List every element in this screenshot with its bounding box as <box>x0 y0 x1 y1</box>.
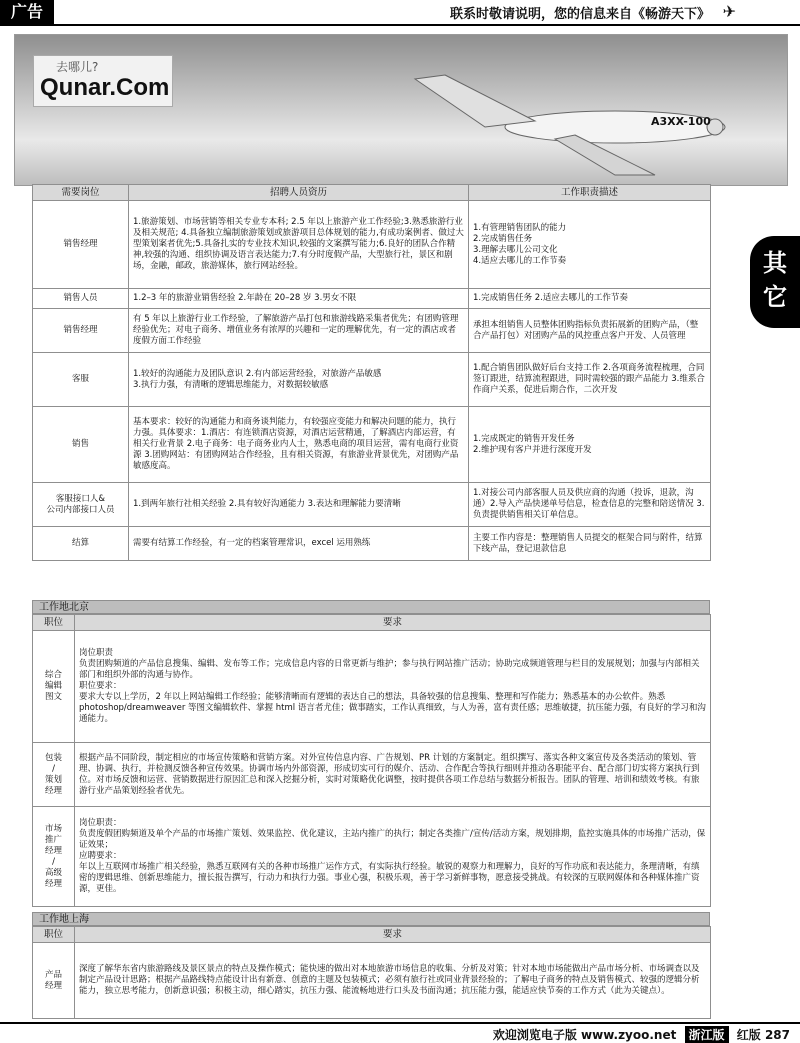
post-cell: 销售人员 <box>33 289 129 309</box>
req-cell: 基本要求：较好的沟通能力和商务谈判能力，有较强应变能力和解决问题的能力，执行力强。具体要求：1.酒店：有连锁酒店资源，对酒店运营精通，了解酒店内部运营，有相关行业背景 2.电子商务：电子商务业内人士，熟悉电商的项目运营，需有电商行业资源 3.团购网站：有团购网站合作经验，且有相关资源，有旅游业背景优先，对团购产品敏感度高。 <box>129 407 469 483</box>
footer-welcome-link[interactable]: 欢迎浏览电子版 www.zyoo.net <box>492 1028 677 1042</box>
header-requirements: 要求 <box>75 927 711 943</box>
duty-cell: 1.对接公司内部客服人员及供应商的沟通（投诉，退款，沟通）2.导入产品快递单号信息，检查信息的完整和陪送情况 3.负责提供销售相关订单信息。 <box>469 483 711 527</box>
duty-cell: 主要工作内容是：整理销售人员提交的框架合同与附件，结算下线产品，登记退款信息 <box>469 527 711 561</box>
page-number: 287 <box>764 1028 790 1042</box>
duty-cell: 1.配合销售团队做好后台支持工作 2.各项商务流程梳理，合同签订跟进，结算流程跟进，同时需较强的跟产品能力 3.维系合作商户关系，促进后期合作，二次开发 <box>469 353 711 407</box>
table-row <box>33 407 711 483</box>
table-row <box>33 289 711 309</box>
hero-banner <box>14 34 788 186</box>
duty-cell: 1.完成销售任务 2.适应去哪儿的工作节奏 <box>469 289 711 309</box>
beijing-table <box>32 614 711 907</box>
post-cell: 包装 / 策划 经理 <box>33 743 75 807</box>
travel-logo-icon: ✈ <box>722 2 736 21</box>
req-cell: 1.旅游策划、市场营销等相关专业专本科; 2.5 年以上旅游产业工作经验;3.熟悉旅游行业及相关规范; 4.具备独立编制旅游策划或旅游项目总体规划的能力,有成功案例者、做过大型策划案者优先;5.具备扎实的专业技术知识,较强的文案撰写能力;6.良好的团队合作精神,较强的沟通、组织协调及语言表达能力;7.有分时度假产品，大型旅行社，景区和剧场，金融，邮政，旅游媒体，旅行网站经验。 <box>129 201 469 289</box>
post-cell: 客服接口人& 公司内部接口人员 <box>33 483 129 527</box>
table-row <box>33 631 711 743</box>
post-cell: 销售经理 <box>33 309 129 353</box>
table-row <box>33 527 711 561</box>
header-post: 职位 <box>33 615 75 631</box>
post-cell: 综合 编辑 图文 <box>33 631 75 743</box>
header-post: 需要岗位 <box>33 185 129 201</box>
plane-model-label: A3XX-100 <box>651 115 711 128</box>
req-cell: 需要有结算工作经验，有一定的档案管理常识，excel 运用熟练 <box>129 527 469 561</box>
table-row <box>33 353 711 407</box>
req-cell: 1.较好的沟通能力及团队意识 2.有内部运营经验，对旅游产品敏感 3.执行力强，有清晰的逻辑思维能力，对数据较敏感 <box>129 353 469 407</box>
category-tab: 其 它 <box>750 236 800 328</box>
post-cell: 产品 经理 <box>33 943 75 1019</box>
duty-cell: 1.有管理销售团队的能力 2.完成销售任务 3.理解去哪儿公司文化 4.适应去哪儿的工作节奏 <box>469 201 711 289</box>
post-cell: 市场 推广 经理 / 高级 经理 <box>33 807 75 907</box>
header-duties: 工作职责描述 <box>469 185 711 201</box>
table-row <box>33 309 711 353</box>
footer-bar <box>0 1022 800 1042</box>
req-cell: 岗位职责： 负责度假团购频道及单个产品的市场推广策划、效果监控、优化建议，主站内推广的执行；制定各类推广/宣传/活动方案，规划排期，监控实施具体的市场推广活动，保证效果； 应聘要求： 年以上互联网市场推广相关经验，熟悉互联网有关的各种市场推广运作方式，有实际执行经验。敏锐的观察力和理解力，良好的写作功底和表达能力，条理清晰，有缜密的逻辑思维、创新思维能力，擅长报告撰写，行动力和执行力强。事业心强，积极乐观，善于学习新鲜事物，愿意接受挑战。有较深的互联网媒体和各种媒体推广资源，更佳。 <box>75 807 711 907</box>
post-cell: 销售经理 <box>33 201 129 289</box>
table-row <box>33 743 711 807</box>
header-requirements: 招聘人员资历 <box>129 185 469 201</box>
section-title-shanghai: 工作地上海 <box>32 912 710 926</box>
req-cell: 岗位职责 负责团购频道的产品信息搜集、编辑、发布等工作；完成信息内容的日常更新与维护；参与执行网站推广活动；协助完成频道管理与栏目的发展规划；加强与内部相关部门和组织外部的沟通与协作。 职位要求： 要求大专以上学历，2 年以上网站编辑工作经验；能够清晰而有逻辑的表达自己的想法，具备较强的信息搜集、整理和写作能力；熟悉基本的办公软件。熟悉 photoshop/dreamweaver 等图文编辑软件、掌握 html 语言者尤佳；做事踏实，工作认真细致，与人为善，富有责任感；思维敏捷，抗压能力强，有良好的学习和沟通能力。 <box>75 631 711 743</box>
recruitment-table <box>32 184 711 561</box>
edition-badge: 浙江版 <box>685 1026 729 1043</box>
table-row <box>33 943 711 1019</box>
post-cell: 结算 <box>33 527 129 561</box>
footer-text <box>493 1026 790 1043</box>
post-cell: 销售 <box>33 407 129 483</box>
qunar-logo: 去哪儿? Qunar.Com <box>33 55 173 107</box>
ad-label: 广告 <box>0 0 54 24</box>
post-cell: 客服 <box>33 353 129 407</box>
req-cell: 1.到两年旅行社相关经验 2.具有较好沟通能力 3.表达和理解能力要清晰 <box>129 483 469 527</box>
duty-cell: 承担本组销售人员整体团购指标负责拓展新的团购产品，（整合产品打包）对团购产品的风控重点客户开发、人员管理 <box>469 309 711 353</box>
req-cell: 1.2–3 年的旅游业销售经验 2.年龄在 20–28 岁 3.男女不限 <box>129 289 469 309</box>
header-requirements: 要求 <box>75 615 711 631</box>
contact-note: 联系时敬请说明，您的信息来自《畅游天下》 <box>449 7 710 22</box>
table-row <box>33 807 711 907</box>
section-label: 红版 <box>736 1028 761 1042</box>
req-cell: 有 5 年以上旅游行业工作经验，了解旅游产品打包和旅游线路采集者优先；有团购管理经验优先；对电子商务、增值业务有浓厚的兴趣和一定的理解优先，有一定的酒店或者度假方面工作经验 <box>129 309 469 353</box>
table-row <box>33 483 711 527</box>
shanghai-table <box>32 926 711 1019</box>
header-post: 职位 <box>33 927 75 943</box>
req-cell: 根据产品不同阶段，制定相应的市场宣传策略和营销方案。对外宣传信息内容、广告规划、PR 计划的方案制定。组织撰写、落实各种文案宣传及各类活动的策划、管理、协调、执行，并检测反馈各种宣传效果。协调市场内外部资源，形成切实可行的媒介、活动、合作配合等执行细则并推动各职能平台、配合部门切实将方案执行到位。对市场反馈和运营、营销数据进行原因汇总和深入挖掘分析，实时对策略优化调整，按时提供各项工作总结与数据分析报告。团队的管理、培训和绩效考核。有旅游行业产品策划经验者优先。 <box>75 743 711 807</box>
table-row <box>33 201 711 289</box>
req-cell: 深度了解华东省内旅游路线及景区景点的特点及操作模式；能快速的做出对本地旅游市场信息的收集、分析及对策；针对本地市场能做出产品市场分析、市场调查以及制定产品设计思路；根据产品路线特点能设计出有新意、创意的主题及包装模式；必须有旅行社或同业背景经验的；了解电子商务的特点及销售模式、较强的逻辑分析能力，独立思考能力，创新意识强；积极主动，细心踏实，抗压力强、能流畅地进行口头及书面沟通；抗压能力强，能适应快节奏的工作方式（此为关键点）。 <box>75 943 711 1019</box>
duty-cell: 1.完成既定的销售开发任务 2.维护现有客户并进行深度开发 <box>469 407 711 483</box>
section-title-beijing: 工作地北京 <box>32 600 710 614</box>
top-bar <box>0 0 800 26</box>
